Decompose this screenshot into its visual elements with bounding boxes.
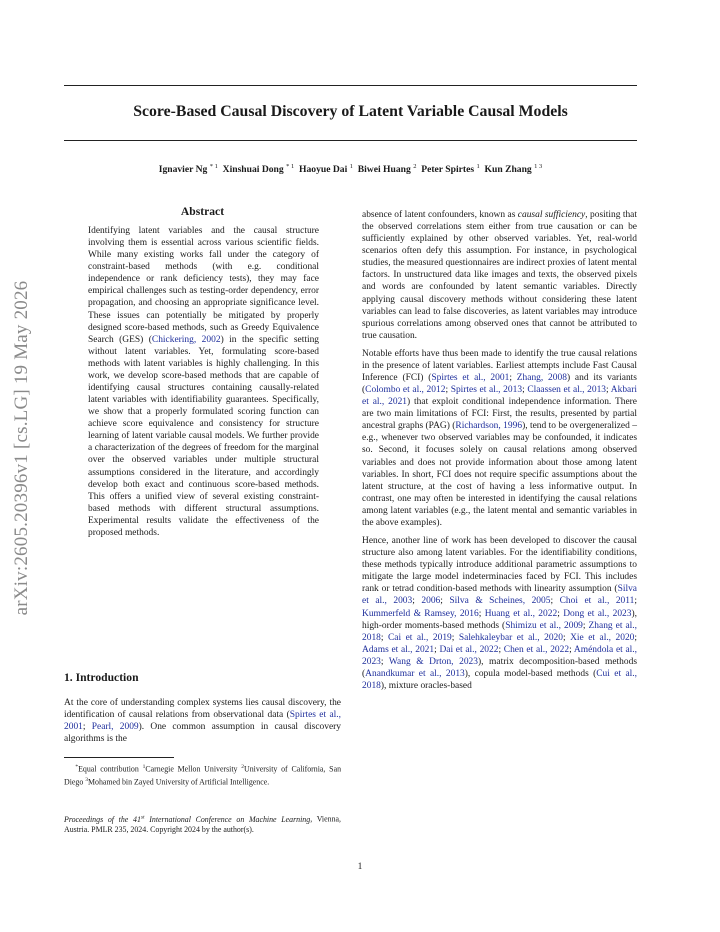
body-text: ; [606,385,611,396]
body-paragraph [362,348,637,529]
citation-link[interactable]: Spirtes et al., 2001 [431,373,510,384]
abstract-heading: Abstract [180,205,225,218]
body-text: ), tend to be overgeneralized – e.g., whenever two observed variables may be confounded, it indicates so. Second, it focuses solely on causal relations among observed variables and does not provide information about those among latent variables. In short, FCI does not require specific assumptions about the latent structure, at the cost of having a less informative output. In contrast, one may often be interested in identifying the causal relations among latent variables (e.g., the latent mental and semantic variables in the above examples). [362,421,637,528]
citation-link[interactable]: Cui et al., 2018 [362,668,637,691]
title-bottom-rule [64,140,637,141]
citation-link[interactable]: Cai et al., 2019 [387,632,452,643]
body-text: ). One common assumption in causal discovery algorithms is the [64,722,341,745]
citation-link[interactable]: Anandkumar et al., 2013 [365,668,465,679]
body-text: ; [434,644,440,655]
body-text: ; [634,632,638,643]
citation-link[interactable]: Silva et al., 2003 [362,584,637,607]
body-text: ; [478,608,485,619]
citation-link[interactable]: Choi et al., 2011 [559,596,635,607]
author-affiliation-mark: * 1 [209,163,218,170]
emphasis-text: causal sufficiency [517,210,586,220]
author-name: Haoyue Dai [299,164,348,176]
citation-link[interactable]: Chen et al., 2022 [503,644,570,655]
footnote-text: University of California, San Diego [64,764,342,787]
body-text: ), mixture oracles-based [380,680,472,691]
body-text: ), copula model-based methods ( [464,668,597,679]
author-name: Xinshuai Dong [222,164,284,176]
body-text: ; [569,644,574,655]
author-name: Kun Zhang [484,164,532,176]
footnote-mark: * [75,764,79,770]
body-text: ; [550,596,560,607]
body-text: ; [440,596,450,607]
author-name: Biwei Huang [357,164,411,176]
body-text: ) and its variants ( [362,373,637,396]
body-text: ; [412,596,422,607]
citation-link[interactable]: Zhang et al., 2018 [362,620,637,643]
proceedings-number: 41 [133,814,141,824]
citation-link[interactable]: Huang et al., 2022 [484,608,558,619]
arxiv-identifier-stamp: arXiv:2605.20396v1 [cs.LG] 19 May 2026 [11,280,32,616]
author-name: Ignavier Ng [158,164,208,176]
body-text: ; [380,656,389,667]
footnote-mark: 1 [142,764,146,770]
author-name: Peter Spirtes [421,164,475,176]
body-text: ; [509,373,517,384]
citation-link[interactable]: Pearl, 2009 [91,722,139,733]
body-text: At the core of understanding complex systems lies causal discovery, the identification of causal relations from observational data ( [64,698,341,721]
body-text: ; [522,385,528,396]
citation-link[interactable]: Salehkaleybar et al., 2020 [458,632,563,643]
body-paragraph [362,209,637,342]
author-list [64,163,637,175]
citation-link[interactable]: Dong et al., 2023 [563,608,632,619]
body-text: ; [380,632,388,643]
footnote-rule [64,757,174,758]
author-affiliation-mark: 2 [413,163,417,170]
author-affiliation-mark: 1 [476,163,480,170]
proceedings-text: Proceedings of the [64,814,134,824]
body-text: ; [82,722,92,733]
abstract-body [88,225,319,539]
citation-link[interactable]: Améndola et al., 2023 [362,644,638,667]
right-column [362,209,637,692]
citation-link[interactable]: Shimizu et al., 2009 [505,620,583,631]
footnote-text: Carnegie Mellon University [145,764,242,774]
proceedings-notice [64,812,341,835]
body-text: ) that exploit conditional independence information. There are two main limitations of FCI: First, the results, presented by partial ancestral graphs (PAG) ( [362,397,637,432]
footnote-text: Mohamed bin Zayed University of Artificial Intelligence. [88,777,270,787]
citation-link[interactable]: Kummerfeld & Ramsey, 2016 [362,608,479,619]
body-text: , positing that the observed correlations stem either from true causation or can be sufficiently explained by other observed variables. Yet, real-world scenarios often defy this assumption. For instance, in psychological studies, the measured questionnaires are indirect proxies of latent mental factors. In unstructured data like images and texts, the observed pixels and words are confounded by latent semantic variables. Directly applying causal discovery methods without considering these latent variables can lead to false discoveries, as latent variables may introduce spurious correlations among observed ones that cannot be attributed to true causation. [362,210,637,341]
proceedings-text: International Conference on Machine Learning [144,814,311,824]
citation-link[interactable]: Colombo et al., 2012 [365,385,446,396]
author-affiliation-mark: * 1 [286,163,295,170]
body-text: ), matrix decomposition-based methods ( [362,656,638,679]
citation-link[interactable]: Dai et al., 2022 [439,644,499,655]
body-text: ; [582,620,589,631]
citation-link[interactable]: Claassen et al., 2013 [527,385,607,396]
body-text: ; [498,644,504,655]
footnote-text: Equal contribution [78,764,143,774]
citation-link[interactable]: Spirtes et al., 2001 [64,710,341,733]
citation-link[interactable]: Richardson, 1996 [455,421,523,432]
page-number: 1 [357,862,363,872]
footnote-mark: 3 [85,776,89,783]
introduction-paragraph [64,697,341,745]
author-affiliation-mark: 1 3 [534,163,543,170]
body-text: ), high-order moments-based methods ( [362,608,637,631]
body-text: ; [563,632,571,643]
citation-link[interactable]: Chickering, 2002 [151,334,221,345]
footnote [64,762,341,787]
citation-link[interactable]: Xie et al., 2020 [570,632,635,643]
body-paragraph [362,535,637,692]
proceedings-ordinal: st [140,814,145,820]
section-heading-introduction: 1. Introduction [64,671,139,684]
title-top-rule [64,85,637,86]
citation-link[interactable]: Spirtes et al., 2013 [450,385,523,396]
citation-link[interactable]: Akbari et al., 2021 [362,385,637,408]
abstract-text: Identifying latent variables and the causal structure involving them is essential across various scientific fields. While many existing works fall under the category of constraint-based methods (with e.g. conditional independence or rank deficiency tests), they may face empirical challenges such as testing-order dependency, error propagation, and choosing an appropriate significance level. These issues can potentially be mitigated by properly designed score-based methods, such as Greedy Equivalence Search (GES) ( [88,226,319,345]
citation-link[interactable]: Zhang, 2008 [516,373,567,384]
body-text: ; [634,596,637,607]
citation-link[interactable]: 2006 [421,596,441,607]
abstract-text: ) in the specific setting without latent variables. Yet, formulating score-based methods with latent variables is highly challenging. In this work, we develop score-based methods that are capable of identifying causal structures containing causally-related latent variables with identifiability guarantees. Specifically, we show that a properly formulated scoring function can achieve score equivalence and consistency for structure learning of latent variable causal models. We further provide a characterization of the degrees of freedom for the marginal over the observed variables under multiple structural assumptions considered in the literature, and accordingly develop both exact and continuous score-based methods. This offers a unified view of several existing constraint-based methods with different structural assumptions. Experimental results validate the effectiveness of the proposed methods. [88,334,320,538]
body-text: ; [451,632,459,643]
body-text: ; [557,608,564,619]
body-text: absence of latent confounders, known as [362,210,518,220]
body-text: Notable efforts have thus been made to identify the true causal relations in the presence of latent variables. Earliest attempts include Fast Causal Inference (FCI) ( [362,348,637,384]
proceedings-text: , Vienna, Austria. PMLR 235, 2024. Copyright 2024 by the author(s). [64,814,341,834]
footnote-mark: 2 [241,764,245,770]
citation-link[interactable]: Silva & Scheines, 2005 [449,596,551,607]
body-text: Hence, another line of work has been developed to discover the causal structure also among latent variables. For the identifiability conditions, these methods typically introduce additional parametric assumptions to mitigate the large model indeterminacies faced by FCI. This includes rank or tetrad condition-based methods with linearity assumption ( [362,536,637,595]
citation-link[interactable]: Adams et al., 2021 [362,644,435,655]
body-text: ; [445,385,451,396]
paper-title: Score-Based Causal Discovery of Latent Variable Causal Models [133,103,568,120]
author-affiliation-mark: 1 [349,163,353,170]
citation-link[interactable]: Wang & Drton, 2023 [388,656,478,667]
